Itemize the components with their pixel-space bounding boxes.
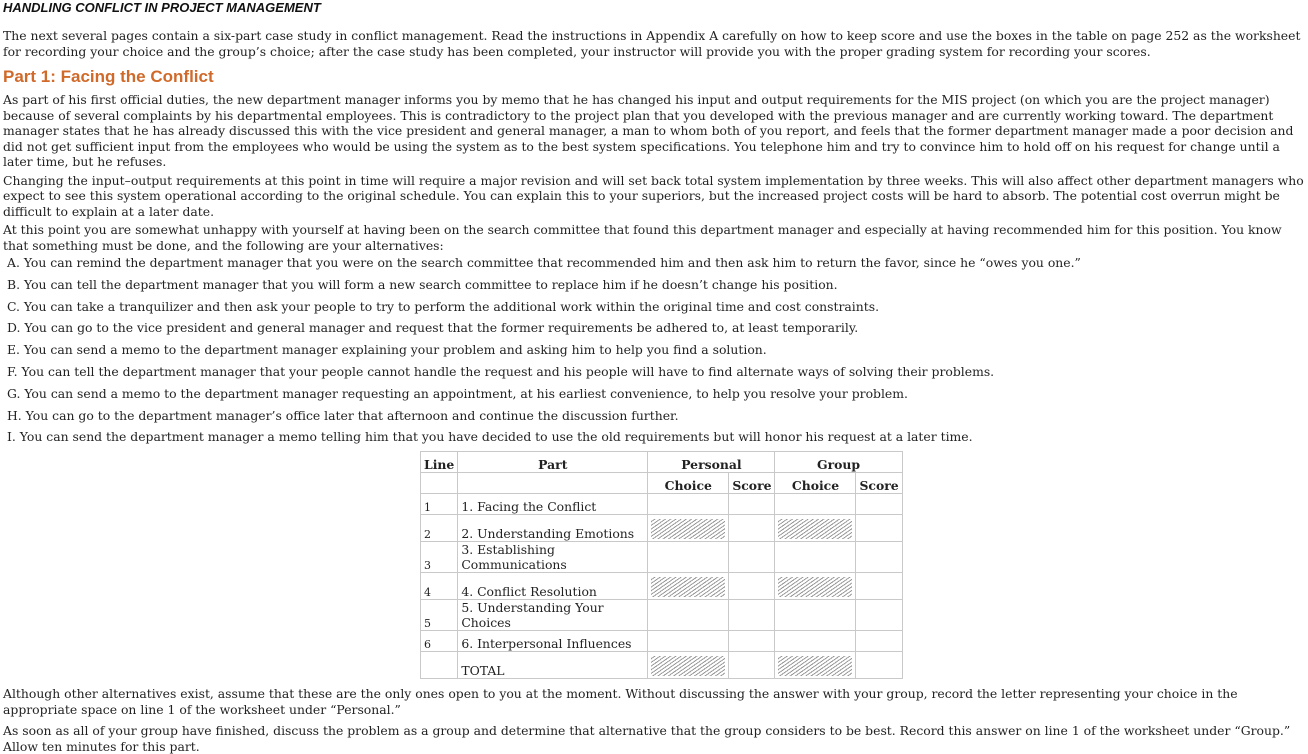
alternative-h: H. You can go to the department manager’s office later that afternoon and continue the discussion further. <box>7 407 679 423</box>
group-score-cell[interactable] <box>856 631 902 652</box>
header-group: Group <box>775 452 902 473</box>
header-part: Part <box>458 452 648 473</box>
worksheet-row <box>421 631 903 652</box>
row-line-number <box>421 652 458 679</box>
row-line-number: 2 <box>421 515 458 542</box>
personal-score-cell[interactable] <box>729 631 775 652</box>
alternative-e: E. You can send a memo to the department manager explaining your problem and asking him to help you find a solution. <box>7 342 767 358</box>
header-blank <box>421 473 458 494</box>
header-personal-score: Score <box>729 473 775 494</box>
group-score-cell[interactable] <box>856 542 902 573</box>
row-part-name: 3. Establishing Communications <box>458 542 648 573</box>
worksheet-table <box>420 451 903 679</box>
hatched-cell <box>651 656 725 676</box>
alternative-a: A. You can remind the department manager that you were on the search committee that recommended him and then ask him to return the favor, since he “owes you one.” <box>7 255 1081 270</box>
intro-paragraph: The next several pages contain a six-part case study in conflict management. Read the instructions in Appendix A carefully on how to keep score and use the boxes in the table on page 252 as the worksheet for recording your choice and the group’s choice; after the case study has been completed, your instructor will provide you with the proper grading system for recording your scores. <box>3 28 1301 59</box>
row-part-name: 1. Facing the Conflict <box>458 494 648 515</box>
alternative-f: F. You can tell the department manager that your people cannot handle the request and his people will have to find alternate ways of solving their problems. <box>7 363 995 379</box>
group-choice-cell[interactable] <box>775 600 856 631</box>
header-personal-choice: Choice <box>648 473 729 494</box>
group-score-cell[interactable] <box>856 573 902 600</box>
alternative-i: I. You can send the department manager a memo telling him that you have decided to use the old requirements but will honor his request at a later time. <box>7 429 973 445</box>
header-blank <box>458 473 648 494</box>
group-score-cell[interactable] <box>856 600 902 631</box>
closing-paragraph: Although other alternatives exist, assume that these are the only ones open to you at the moment. Without discussing the answer with your group, record the letter representing your choice in the appropriate space on line 1 of the worksheet under “Personal.” <box>3 686 1238 717</box>
personal-choice-cell[interactable] <box>648 600 729 631</box>
group-choice-cell[interactable] <box>775 494 856 515</box>
row-part-name: 2. Understanding Emotions <box>458 515 648 542</box>
row-line-number: 5 <box>421 600 458 631</box>
personal-choice-cell[interactable] <box>648 542 729 573</box>
row-line-number: 6 <box>421 631 458 652</box>
personal-score-cell[interactable] <box>729 573 775 600</box>
body-paragraph: Changing the input–output requirements at this point in time will require a major revision and will set back total system implementation by three weeks. This will also affect other department managers who expect to see this system operational according to the original schedule. You can explain this to your superiors, but the increased project costs will be hard to absorb. The potential cost overrun might be difficult to explain at a later date. <box>3 172 1304 219</box>
group-choice-cell[interactable] <box>775 542 856 573</box>
row-line-number: 3 <box>421 542 458 573</box>
personal-score-cell[interactable] <box>729 600 775 631</box>
worksheet-row <box>421 600 903 631</box>
personal-score-cell[interactable] <box>729 494 775 515</box>
header-line: Line <box>421 452 458 473</box>
header-group-choice: Choice <box>775 473 856 494</box>
closing-paragraph: As soon as all of your group have finished, discuss the problem as a group and determine that alternative that the group considers to be best. Record this answer on line 1 of the worksheet under “Group.” Allow ten minutes for this part. <box>3 723 1291 754</box>
worksheet-row <box>421 515 903 542</box>
alternative-g: G. You can send a memo to the department manager requesting an appointment, at his earliest convenience, to help you resolve your problem. <box>7 385 908 401</box>
row-line-number: 1 <box>421 494 458 515</box>
header-group-score: Score <box>856 473 902 494</box>
row-part-name: 4. Conflict Resolution <box>458 573 648 600</box>
group-choice-cell[interactable] <box>775 515 856 542</box>
personal-choice-cell[interactable] <box>648 631 729 652</box>
header-personal: Personal <box>648 452 775 473</box>
row-part-name: 5. Understanding Your Choices <box>458 600 648 631</box>
body-paragraph: At this point you are somewhat unhappy with yourself at having been on the search committee that found this department manager and especially at having recommended him for this position. You know that something must be done, and the following are your alternatives: <box>3 222 1282 253</box>
hatched-cell <box>778 577 852 597</box>
group-score-cell[interactable] <box>856 494 902 515</box>
row-part-name: TOTAL <box>458 652 648 679</box>
row-line-number: 4 <box>421 573 458 600</box>
row-part-name: 6. Interpersonal Influences <box>458 631 648 652</box>
book-title: HANDLING CONFLICT IN PROJECT MANAGEMENT <box>3 0 321 15</box>
worksheet-row <box>421 652 903 679</box>
body-paragraph: As part of his first official duties, the new department manager informs you by memo that he has changed his input and output requirements for the MIS project (on which you are the project manager) because of several complaints by his departmental employees. This is contradictory to the project plan that you developed with the previous manager and are currently working toward. The department manager states that he has already discussed this with the vice president and general manager, a man to whom both of you report, and feels that the former department manager made a poor decision and did not get sufficient input from the employees who would be using the system as to the best system specifications. You telephone him and try to convince him to hold off on his request for change until a later time, but he refuses. <box>3 92 1294 169</box>
hatched-cell <box>778 519 852 539</box>
personal-score-cell[interactable] <box>729 515 775 542</box>
personal-score-cell[interactable] <box>729 542 775 573</box>
personal-score-cell[interactable] <box>729 652 775 679</box>
alternative-d: D. You can go to the vice president and general manager and request that the former requirements be adhered to, at least temporarily. <box>7 320 859 336</box>
personal-choice-cell[interactable] <box>648 494 729 515</box>
personal-choice-cell[interactable] <box>648 515 729 542</box>
personal-choice-cell[interactable] <box>648 573 729 600</box>
worksheet-row <box>421 573 903 600</box>
hatched-cell <box>651 577 725 597</box>
group-score-cell[interactable] <box>856 652 902 679</box>
group-choice-cell[interactable] <box>775 573 856 600</box>
group-choice-cell[interactable] <box>775 631 856 652</box>
section-heading: Part 1: Facing the Conflict <box>3 67 214 86</box>
group-score-cell[interactable] <box>856 515 902 542</box>
personal-choice-cell[interactable] <box>648 652 729 679</box>
worksheet-row <box>421 542 903 573</box>
alternative-b: B. You can tell the department manager that you will form a new search committee to replace him if he doesn’t change his position. <box>7 276 838 292</box>
hatched-cell <box>778 656 852 676</box>
alternatives-list <box>3 255 1306 445</box>
hatched-cell <box>651 519 725 539</box>
group-choice-cell[interactable] <box>775 652 856 679</box>
worksheet-row <box>421 494 903 515</box>
alternative-c: C. You can take a tranquilizer and then ask your people to try to perform the additional work within the original time and cost constraints. <box>7 298 880 314</box>
